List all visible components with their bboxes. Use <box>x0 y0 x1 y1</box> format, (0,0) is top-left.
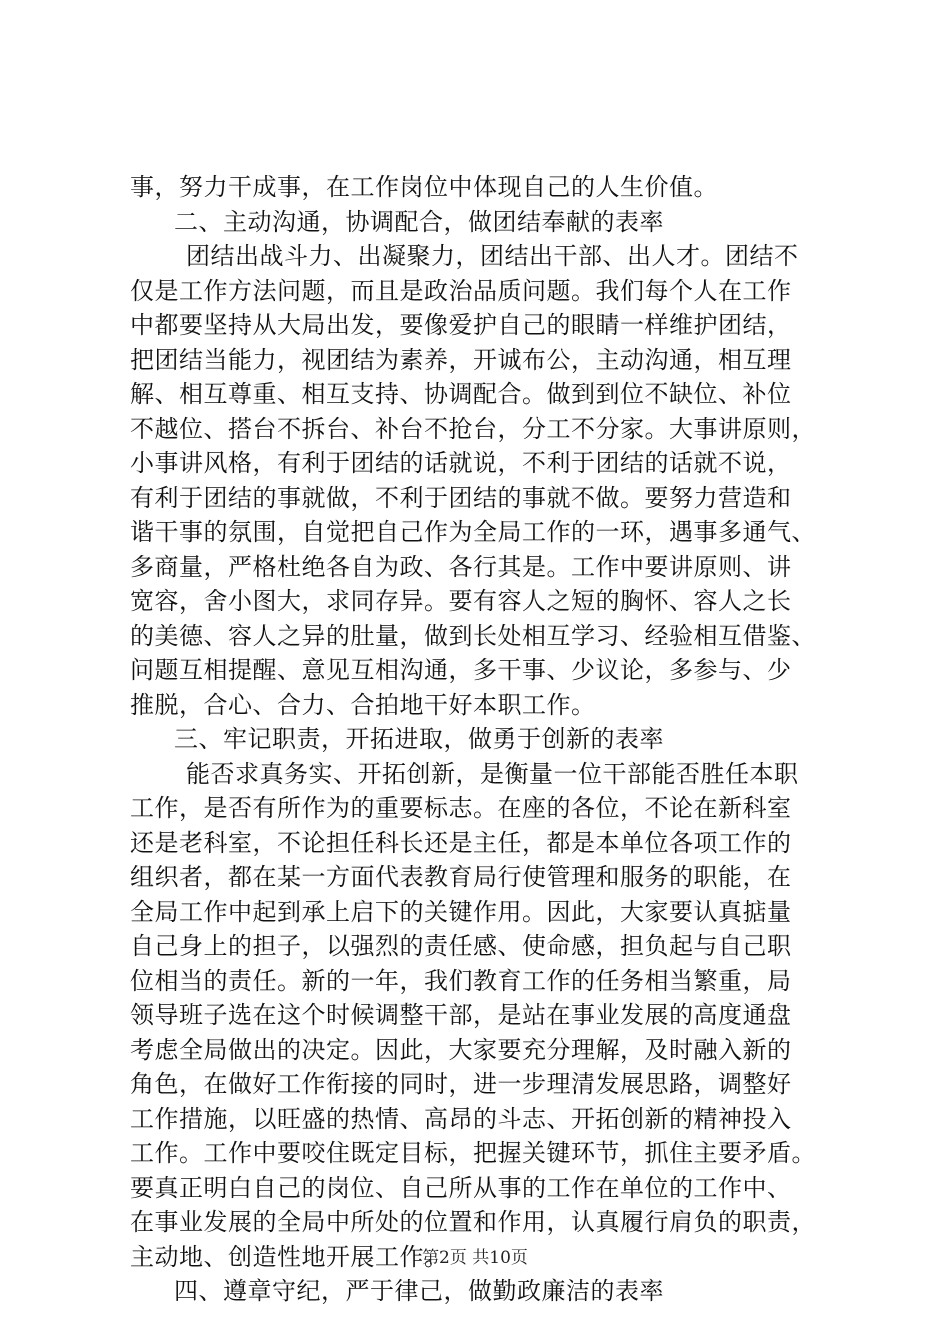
paragraph-line: 工作，是否有所作为的重要标志。在座的各位，不论在新科室 <box>130 794 792 822</box>
paragraph-line: 推脱，合心、合力、合拍地干好本职工作。 <box>130 690 596 719</box>
paragraph-line: 工作措施，以旺盛的热情、高昂的斗志、开拓创新的精神投入 <box>130 1104 792 1133</box>
document-body <box>130 170 850 1309</box>
paragraph-line: 工作。工作中要咬住既定目标，把握关键环节，抓住主要矛盾。 <box>130 1139 816 1167</box>
page-footer: 第2页 共10页 <box>422 1248 528 1268</box>
paragraph-line: 事，努力干成事，在工作岗位中体现自己的人生价值。 <box>130 173 718 201</box>
paragraph-line: 多商量，严格杜绝各自为政、各行其是。工作中要讲原则、讲 <box>130 552 792 581</box>
paragraph-line: 在事业发展的全局中所处的位置和作用，认真履行肩负的职责， <box>130 1208 816 1236</box>
paragraph-line: 组织者，都在某一方面代表教育局行使管理和服务的职能，在 <box>130 863 792 891</box>
section-heading: 二、主动沟通，协调配合，做团结奉献的表率 <box>174 207 664 236</box>
paragraph-line: 位相当的责任。新的一年，我们教育工作的任务相当繁重，局 <box>130 966 792 995</box>
section-heading: 四、遵章守纪，严于律己，做勤政廉洁的表率 <box>174 1277 664 1305</box>
paragraph-line: 问题互相提醒、意见互相沟通，多干事、少议论，多参与、少 <box>130 656 792 684</box>
paragraph-line: 领导班子选在这个时候调整干部，是站在事业发展的高度通盘 <box>130 1001 792 1029</box>
paragraph-line: 的美德、容人之异的肚量，做到长处相互学习、经验相互借鉴、 <box>130 621 816 650</box>
paragraph-line: 角色，在做好工作衔接的同时，进一步理清发展思路，调整好 <box>130 1070 792 1098</box>
section-heading: 三、牢记职责，开拓进取，做勇于创新的表率 <box>174 725 664 753</box>
paragraph-line: 主动地、创造性地开展工作。 <box>130 1242 449 1271</box>
paragraph-line: 解、相互尊重、相互支持、协调配合。做到到位不缺位、补位 <box>130 380 792 408</box>
paragraph-line: 全局工作中起到承上启下的关键作用。因此，大家要认真掂量 <box>130 897 792 926</box>
paragraph-line: 有利于团结的事就做，不利于团结的事就不做。要努力营造和 <box>130 483 792 512</box>
paragraph-line: 团结出战斗力、出凝聚力，团结出干部、出人才。团结不 <box>186 242 799 270</box>
paragraph-line: 不越位、搭台不拆台、补台不抢台，分工不分家。大事讲原则， <box>130 414 816 443</box>
paragraph-line: 还是老科室，不论担任科长还是主任，都是本单位各项工作的 <box>130 828 792 857</box>
paragraph-line: 小事讲风格，有利于团结的话就说，不利于团结的话就不说， <box>130 449 792 477</box>
paragraph-line: 中都要坚持从大局出发，要像爱护自己的眼睛一样维护团结， <box>130 311 792 339</box>
paragraph-line: 把团结当能力，视团结为素养，开诚布公，主动沟通，相互理 <box>130 345 792 374</box>
paragraph-line: 能否求真务实、开拓创新，是衡量一位干部能否胜任本职 <box>186 759 799 788</box>
paragraph-line: 谐干事的氛围，自觉把自己作为全局工作的一环，遇事多通气、 <box>130 518 816 546</box>
paragraph-line: 考虑全局做出的决定。因此，大家要充分理解，及时融入新的 <box>130 1035 792 1064</box>
paragraph-line: 要真正明白自己的岗位、自己所从事的工作在单位的工作中、 <box>130 1173 792 1202</box>
paragraph-line: 宽容，舍小图大，求同存异。要有容人之短的胸怀、容人之长 <box>130 587 792 615</box>
paragraph-line: 自己身上的担子，以强烈的责任感、使命感，担负起与自己职 <box>130 932 792 960</box>
paragraph-line: 仅是工作方法问题，而且是政治品质问题。我们每个人在工作 <box>130 276 792 305</box>
